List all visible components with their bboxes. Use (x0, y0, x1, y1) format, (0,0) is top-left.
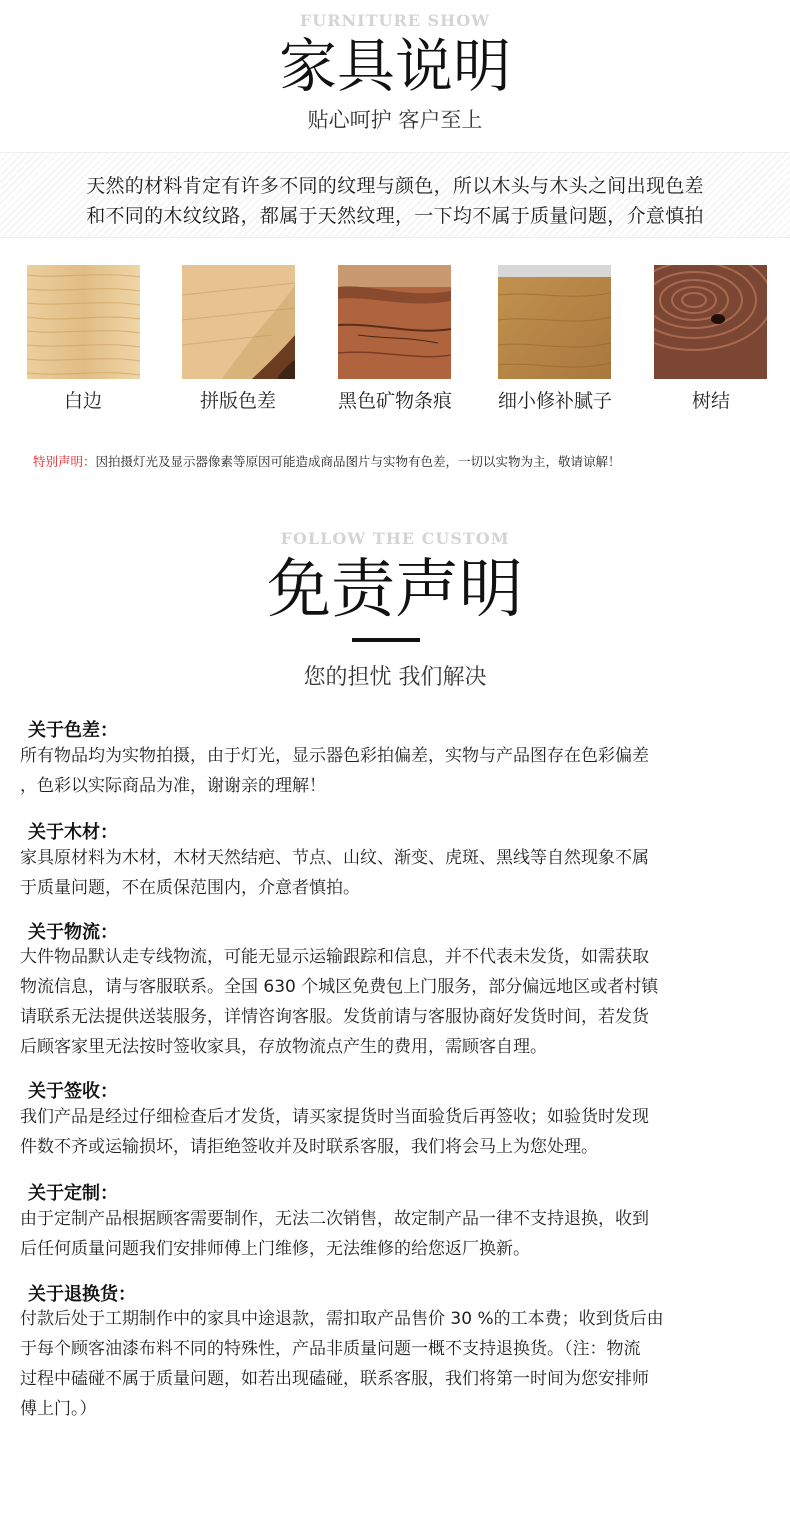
swatch-label-white-edge: 白边 (63, 390, 102, 412)
section-line: 我们产品是经过仔细检查后才发货，请买家提货时当面验货后再签收；如验货时发现 (20, 1107, 649, 1127)
section-line: 于每个顾客油漆布料不同的特殊性，产品非质量问题一概不支持退换货。（注：物流 (20, 1339, 641, 1359)
swatch-label-mineral-streak: 黑色矿物条痕 (337, 390, 452, 412)
section-head-returns: 关于退换货： (28, 1284, 136, 1305)
title-accent-bar (352, 638, 420, 642)
section-head-customization: 关于定制： (28, 1183, 118, 1204)
band-text-line-2: 和不同的木纹纹路，都属于天然纹理，一下均不属于质量问题，介意慎拍 (86, 205, 704, 227)
section-line: 付款后处于工期制作中的家具中途退款，需扣取产品售价 30 %的工本费；收到货后由 (20, 1309, 664, 1329)
swatch-label-wood-knot: 树结 (691, 390, 730, 412)
swatch-black-mineral-streak (338, 265, 451, 379)
section-body-wood (20, 843, 780, 903)
disclaimer-title: 免责声明 (267, 553, 523, 627)
special-notice-label: 特别声明： (33, 454, 96, 469)
section-line: 于质量问题，不在质保范围内，介意者慎拍。 (20, 878, 360, 898)
section-line: 所有物品均为实物拍摄，由于灯光，显示器色彩拍偏差，实物与产品图存在色彩偏差 (20, 746, 649, 766)
section-line: 过程中磕碰不属于质量问题，如若出现磕碰，联系客服，我们将第一时间为您安排师 (20, 1369, 649, 1389)
section-body-returns (20, 1304, 780, 1424)
section-line: 家具原材料为木材，木材天然结疤、节点、山纹、渐变、虎斑、黑线等自然现象不属 (20, 848, 649, 868)
section-body-color-difference (20, 741, 780, 801)
section-head-logistics: 关于物流： (28, 922, 118, 943)
section-head-wood: 关于木材： (28, 822, 118, 843)
section-line: 件数不齐或运输损坏，请拒绝签收并及时联系客服，我们将会马上为您处理。 (20, 1137, 598, 1157)
swatch-small-putty-repair (498, 265, 611, 379)
follow-custom-en-title: FOLLOW THE CUSTOM (280, 529, 510, 548)
band-text-line-1: 天然的材料肯定有许多不同的纹理与颜色，所以木头与木头之间出现色差 (86, 175, 704, 197)
furniture-show-en-title: FURNITURE SHOW (299, 11, 491, 30)
section-head-color-difference: 关于色差： (28, 720, 118, 741)
disclaimer-subtitle: 您的担忧 我们解决 (303, 665, 487, 690)
section-line: 物流信息，请与客服联系。全国 630 个城区免费包上门服务，部分偏远地区或者村镇 (20, 977, 659, 997)
section-line: 大件物品默认走专线物流，可能无显示运输跟踪和信息，并不代表未发货，如需获取 (20, 947, 649, 967)
swatch-label-splice: 拼版色差 (199, 390, 276, 412)
furniture-description-subtitle: 贴心呵护 客户至上 (307, 108, 483, 132)
special-notice (33, 452, 621, 470)
section-head-sign-receipt: 关于签收： (28, 1081, 118, 1102)
section-line: 请联系无法提供送装服务，详情咨询客服。发货前请与客服协商好发货时间，若发货 (20, 1007, 649, 1027)
section-body-logistics (20, 942, 780, 1062)
special-notice-text: 因拍摄灯光及显示器像素等原因可能造成商品图片与实物有色差，一切以实物为主，敬请谅解！ (95, 454, 621, 469)
swatch-splice-color-difference (182, 265, 295, 379)
section-body-customization (20, 1204, 780, 1264)
swatch-wood-knot (654, 265, 767, 379)
swatch-label-putty-repair: 细小修补腻子 (497, 390, 612, 412)
section-line: 傅上门。） (20, 1399, 97, 1419)
section-line: 后任何质量问题我们安排师傅上门维修，无法维修的给您返厂换新。 (20, 1239, 530, 1259)
section-line: 由于定制产品根据顾客需要制作，无法二次销售，故定制产品一律不支持退换，收到 (20, 1209, 649, 1229)
section-line: ，色彩以实际商品为准，谢谢亲的理解！ (20, 776, 326, 796)
furniture-description-title: 家具说明 (278, 32, 511, 100)
swatch-white-edge (27, 265, 140, 379)
section-line: 后顾客家里无法按时签收家具，存放物流点产生的费用，需顾客自理。 (20, 1037, 547, 1057)
section-body-sign-receipt (20, 1102, 780, 1162)
